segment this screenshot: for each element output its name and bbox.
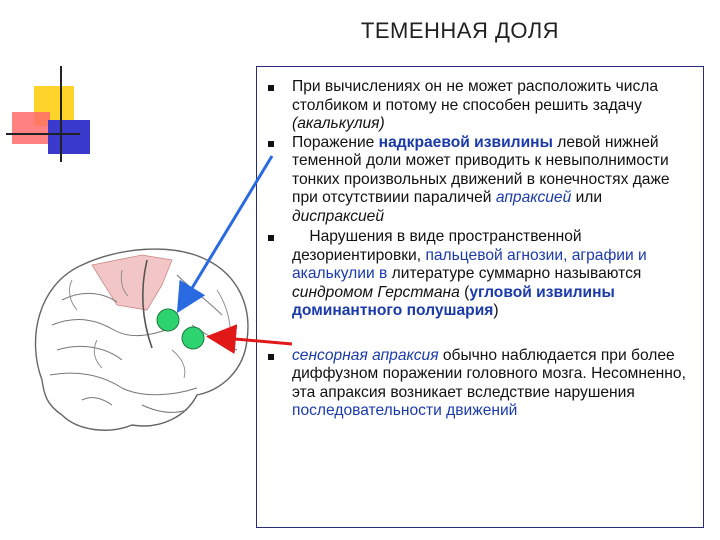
bullet-sensory-apraxia: сенсорная апраксия обычно наблюдается при более диффузном поражении головного мозга. Несомненно, эта апраксия возникает вследствие нарушения последовательности движений [268,347,698,421]
bullet-apraxia: Поражение надкраевой извилины левой нижней теменной доли может приводить к невыполнимости тонких произвольных движений в конечностях даже при отсутствиии параличей апраксией или диспраксией [268,134,698,227]
bullet-marker [268,235,274,241]
supramarginal-marker [157,309,179,331]
page-title: ТЕМЕННАЯ ДОЛЯ [360,18,560,43]
bullet-gerstmann: Нарушения в виде пространственной дезориентировки, пальцевой агнозии, аграфии и акалькулии в литературе суммарно называются синдромом Герстмана (угловой извилины доминантного полушария) [268,228,698,321]
bullet-list [268,78,698,421]
bullet-marker [268,141,274,147]
angular-marker [182,327,204,349]
bullet-marker [268,85,274,91]
bullet-marker [268,354,274,360]
bullet-acalculia: При вычислениях он не может расположить числа столбиком и потому не способен решить задачу (акалькулия) [268,78,698,134]
blue-arrow [180,156,272,308]
